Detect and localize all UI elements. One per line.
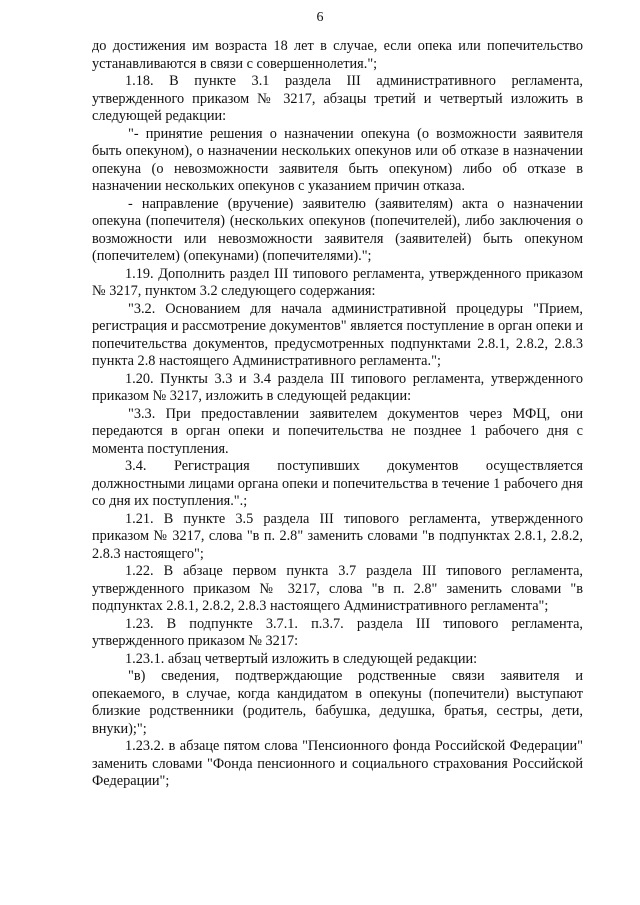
page-number: 6 bbox=[316, 10, 324, 25]
paragraph: 3.4. Регистрация поступивших документов осуществляется должностными лицами органа опеки и попечительства в течение 1 рабочего дня со дня их поступления.".; bbox=[92, 458, 583, 509]
paragraph: 1.20. Пункты 3.3 и 3.4 раздела III типового регламента, утвержденного приказом № 3217, изложить в следующей редакции: bbox=[92, 370, 583, 404]
paragraph: 1.23. В подпункте 3.7.1. п.3.7. раздела III типового регламента, утвержденного приказом № 3217: bbox=[92, 615, 583, 649]
paragraph: до достижения им возраста 18 лет в случае, если опека или попечительство устанавливаются в связи с совершеннолетия."; bbox=[92, 38, 583, 72]
paragraph: 1.23.1. абзац четвертый изложить в следующей редакции: bbox=[125, 650, 478, 667]
paragraph: 1.23.2. в абзаце пятом слова "Пенсионного фонда Российской Федерации" заменить словами "Фонда пенсионного и социального страхования Российской Федерации"; bbox=[92, 738, 583, 789]
paragraph: - направление (вручение) заявителю (заявителям) акта о назначении опекуна (попечителя) (нескольких опекунов (попечителей), либо заключения о возможности или невозможности заявителя (заявителей) быть опекуном (попечителем) (опекунами) (попечителями)."; bbox=[92, 195, 583, 264]
document-body bbox=[92, 38, 583, 791]
paragraph: 1.22. В абзаце первом пункта 3.7 раздела III типового регламента, утвержденного приказом № 3217, слова "в п. 2.8" заменить словами "в подпунктах 2.8.1, 2.8.2, 2.8.3 настоящего Административного регламента"; bbox=[92, 563, 583, 614]
paragraph: "3.2. Основанием для начала административной процедуры "Прием, регистрация и рассмотрение документов" является поступление в орган опеки и попечительства документов, предусмотренных подпунктами 2.8.1, 2.8.2, 2.8.3 пункта 2.8 настоящего Административного регламента."; bbox=[92, 300, 583, 369]
paragraph: 1.19. Дополнить раздел III типового регламента, утвержденного приказом № 3217, пунктом 3.2 следующего содержания: bbox=[92, 265, 583, 299]
paragraph: 1.18. В пункте 3.1 раздела III административного регламента, утвержденного приказом № 3217, абзацы третий и четвертый изложить в следующей редакции: bbox=[92, 73, 583, 124]
paragraph: "- принятие решения о назначении опекуна (о возможности заявителя быть опекуном), о назначении нескольких опекунов или об отказе в назначении опекуна (о невозможности заявителя быть опекуном) либо об отказе в назначении нескольких опекунов с указанием причин отказа. bbox=[92, 125, 583, 194]
paragraph: "3.3. При предоставлении заявителем документов через МФЦ, они передаются в орган опеки и попечительства не позднее 1 рабочего дня с момента поступления. bbox=[92, 405, 583, 457]
paragraph: "в) сведения, подтверждающие родственные связи заявителя и опекаемого, в случае, когда кандидатом в опекуны (попечители) выступают близкие родственники (родитель, бабушка, дедушка, братья, сестры, дети, внуки);"; bbox=[92, 668, 583, 737]
paragraph: 1.21. В пункте 3.5 раздела III типового регламента, утвержденного приказом № 3217, слова "в п. 2.8" заменить словами "в подпунктах 2.8.1, 2.8.2, 2.8.3 настоящего"; bbox=[92, 510, 583, 562]
